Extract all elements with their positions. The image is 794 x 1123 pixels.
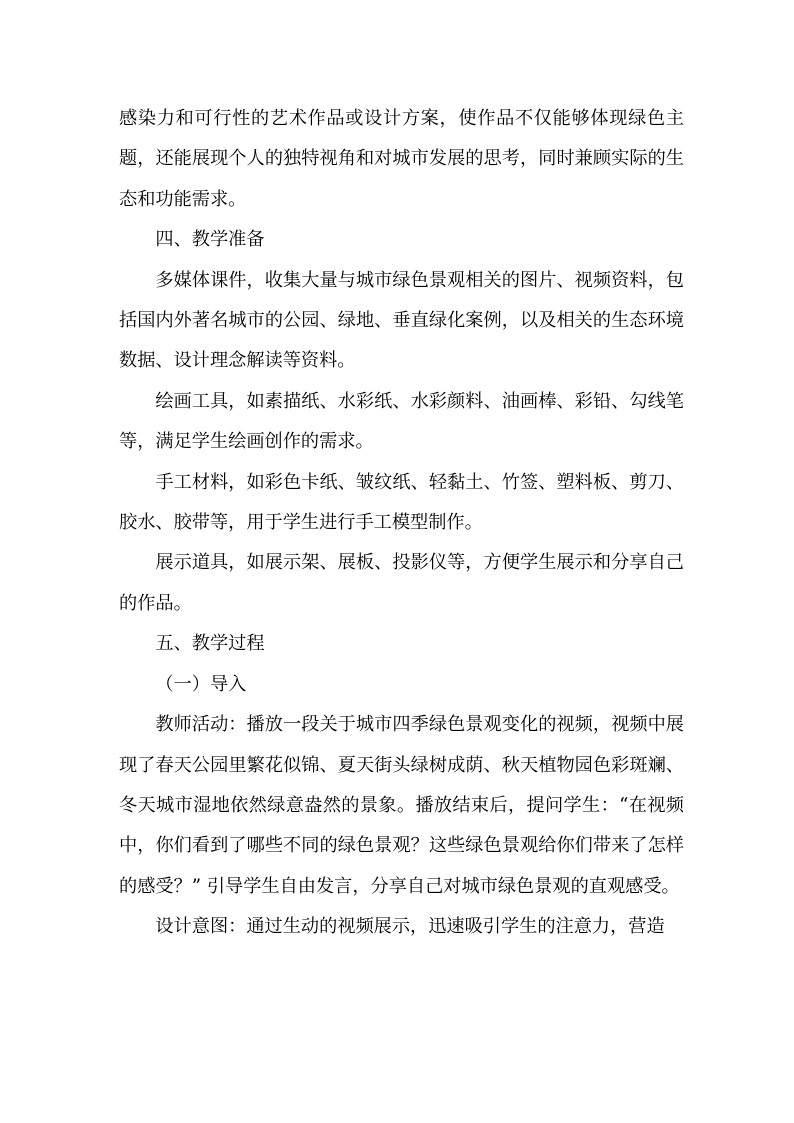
paragraph-multimedia: 多媒体课件，收集大量与城市绿色景观相关的图片、视频资料，包括国内外著名城市的公园、绿地、垂直绿化案例，以及相关的生态环境数据、设计理念解读等资料。 — [119, 269, 684, 372]
section-heading-process: 五、教学过程 — [155, 633, 265, 655]
paragraph-continuation: 感染力和可行性的艺术作品或设计方案，使作品不仅能够体现绿色主题，还能展现个人的独特视角和对城市发展的思考，同时兼顾实际的生态和功能需求。 — [119, 108, 684, 210]
paragraph-craft-materials: 手工材料，如彩色卡纸、皱纹纸、轻黏土、竹签、塑料板、剪刀、胶水、胶带等，用于学生进行手工模型制作。 — [119, 471, 684, 534]
paragraph-design-intent: 设计意图：通过生动的视频展示，迅速吸引学生的注意力，营造 — [155, 916, 665, 938]
paragraph-teacher-activity: 教师活动：播放一段关于城市四季绿色景观变化的视频，视频中展现了春天公园里繁花似锦、夏天街头绿树成荫、秋天植物园色彩斑斓、冬天城市湿地依然绿意盎然的景象。播放结束后，提问学生：“在视频中，你们看到了哪些不同的绿色景观？这些绿色景观给你们带来了怎样的感受？” 引导学生自由发言，分享自己对城市绿色景观的直观感受。 — [119, 714, 684, 897]
document-body — [119, 99, 684, 948]
paragraph-display-props: 展示道具，如展示架、展板、投影仪等，方便学生展示和分享自己的作品。 — [119, 552, 684, 614]
paragraph-drawing-tools: 绘画工具，如素描纸、水彩纸、水彩颜料、油画棒、彩铅、勾线笔等，满足学生绘画创作的需求。 — [119, 390, 684, 453]
section-heading-preparation: 四、教学准备 — [155, 229, 265, 251]
subsection-heading-intro: （一）导入 — [155, 673, 247, 695]
